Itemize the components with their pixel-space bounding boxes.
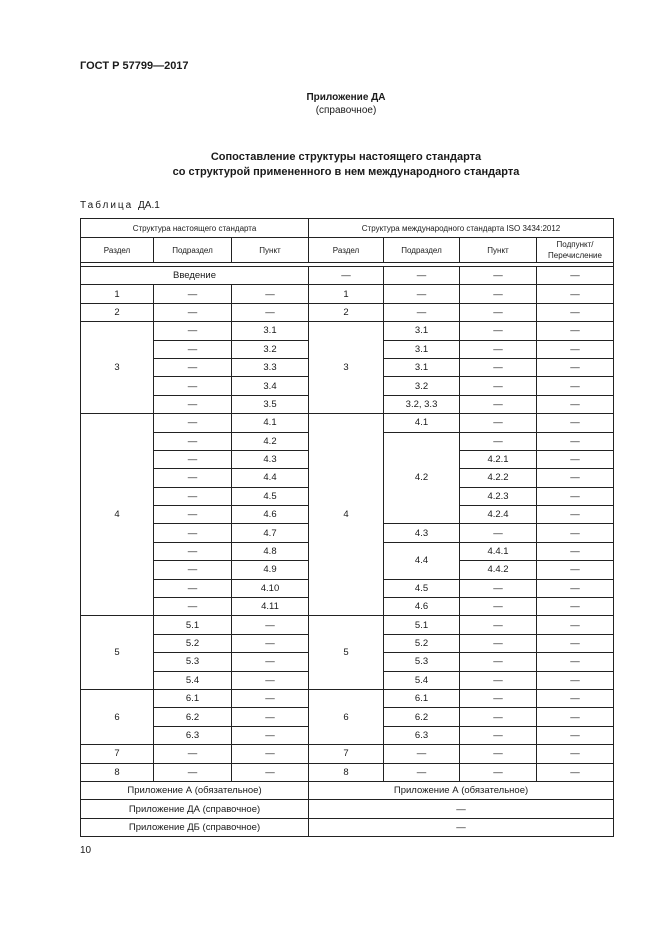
cell: — (460, 524, 537, 542)
document-code: ГОСТ Р 57799—2017 (80, 60, 189, 72)
cell: — (537, 708, 614, 726)
cell: 5 (309, 616, 384, 690)
cell: 6.3 (384, 726, 460, 744)
annex-title: Приложение ДА (306, 92, 386, 103)
cell: 6.1 (384, 689, 460, 707)
col-header: Раздел (309, 238, 384, 263)
cell: Приложение А (обязательное) (309, 781, 614, 799)
table-row (81, 781, 614, 799)
cell: 4.5 (232, 487, 309, 505)
cell: 4 (309, 414, 384, 616)
table-column-header-row (81, 238, 614, 263)
cell: 4.11 (232, 598, 309, 616)
cell: — (537, 487, 614, 505)
cell: 1 (309, 285, 384, 303)
cell: 5.2 (154, 634, 232, 652)
cell: — (154, 340, 232, 358)
cell: 8 (309, 763, 384, 781)
cell: — (154, 285, 232, 303)
cell: — (232, 671, 309, 689)
cell: — (154, 450, 232, 468)
table-caption (80, 200, 160, 211)
col-header: Раздел (81, 238, 154, 263)
cell: 4.2 (232, 432, 309, 450)
cell: — (460, 763, 537, 781)
cell: 3.1 (384, 322, 460, 340)
annex-subtitle: (справочное) (315, 105, 377, 116)
cell: — (537, 653, 614, 671)
cell: — (460, 267, 537, 285)
cell: — (154, 745, 232, 763)
cell: — (537, 689, 614, 707)
cell: 6 (81, 689, 154, 744)
cell: — (384, 267, 460, 285)
cell: 4.3 (232, 450, 309, 468)
cell: 4.2.3 (460, 487, 537, 505)
section-title-line1: Сопоставление структуры настоящего стандарта (210, 151, 482, 163)
cell: — (309, 818, 614, 836)
cell: — (232, 726, 309, 744)
cell: — (232, 285, 309, 303)
cell: — (154, 358, 232, 376)
cell: — (232, 708, 309, 726)
cell: 2 (81, 303, 154, 321)
cell: 3.1 (384, 340, 460, 358)
cell: — (537, 267, 614, 285)
table-row (81, 818, 614, 836)
cell: 5.3 (384, 653, 460, 671)
cell: 5 (81, 616, 154, 690)
table-row (81, 303, 614, 321)
cell: — (537, 524, 614, 542)
cell: — (537, 469, 614, 487)
cell: 7 (81, 745, 154, 763)
cell: — (154, 524, 232, 542)
cell: 5.3 (154, 653, 232, 671)
cell: 5.4 (154, 671, 232, 689)
cell: — (460, 432, 537, 450)
cell: 5.1 (154, 616, 232, 634)
table-header-row (81, 219, 614, 238)
cell: 4.1 (384, 414, 460, 432)
cell: — (384, 303, 460, 321)
table-row (81, 414, 614, 432)
table-row (81, 267, 614, 285)
cell: — (537, 506, 614, 524)
cell: — (154, 377, 232, 395)
header-international-standard: Структура международного стандарта ISO 3434:2012 (309, 219, 614, 238)
cell: — (460, 616, 537, 634)
col-header: Подраздел (384, 238, 460, 263)
cell: — (537, 634, 614, 652)
cell: — (537, 726, 614, 744)
cell: — (232, 634, 309, 652)
cell: — (154, 469, 232, 487)
col-header: Пункт (460, 238, 537, 263)
cell: — (537, 450, 614, 468)
cell: — (309, 267, 384, 285)
cell: — (309, 800, 614, 818)
cell: Приложение ДА (справочное) (81, 800, 309, 818)
cell: — (154, 303, 232, 321)
cell: — (537, 542, 614, 560)
cell: — (537, 414, 614, 432)
table-row (81, 763, 614, 781)
cell: — (460, 708, 537, 726)
cell: 1 (81, 285, 154, 303)
col-header: Пункт (232, 238, 309, 263)
cell: — (537, 322, 614, 340)
cell: — (537, 395, 614, 413)
table-caption-number: ДА.1 (138, 200, 160, 211)
cell: — (232, 303, 309, 321)
cell: 6 (309, 689, 384, 744)
cell: 3.5 (232, 395, 309, 413)
cell: — (460, 726, 537, 744)
cell: — (154, 414, 232, 432)
cell: 4.7 (232, 524, 309, 542)
cell: 8 (81, 763, 154, 781)
cell: 3 (309, 322, 384, 414)
cell: 4.8 (232, 542, 309, 560)
cell: — (384, 745, 460, 763)
cell: 6.2 (154, 708, 232, 726)
table-row (81, 745, 614, 763)
cell: — (460, 745, 537, 763)
cell: — (537, 303, 614, 321)
cell: Приложение ДБ (справочное) (81, 818, 309, 836)
cell: 4.3 (384, 524, 460, 542)
cell: 4.2 (384, 432, 460, 524)
cell: — (537, 340, 614, 358)
cell: 4 (81, 414, 154, 616)
cell: — (232, 616, 309, 634)
col-header: Подпункт/ Перечисление (537, 238, 614, 263)
cell: — (232, 653, 309, 671)
structure-comparison-table (80, 218, 614, 837)
cell: 4.6 (232, 506, 309, 524)
cell: — (154, 487, 232, 505)
cell: — (537, 616, 614, 634)
table-row (81, 800, 614, 818)
cell: 5.1 (384, 616, 460, 634)
cell: 4.6 (384, 598, 460, 616)
cell: — (154, 506, 232, 524)
page-number: 10 (80, 845, 92, 856)
cell: — (460, 340, 537, 358)
cell: — (537, 763, 614, 781)
cell: — (537, 745, 614, 763)
table-row (81, 322, 614, 340)
cell: — (232, 763, 309, 781)
cell: — (460, 377, 537, 395)
cell: 4.5 (384, 579, 460, 597)
cell: 3.2 (232, 340, 309, 358)
cell: 4.4 (384, 542, 460, 579)
header-this-standard: Структура настоящего стандарта (81, 219, 309, 238)
cell: — (154, 763, 232, 781)
cell: 4.2.1 (460, 450, 537, 468)
cell: — (460, 689, 537, 707)
cell: — (154, 579, 232, 597)
table-caption-word: Таблица (80, 200, 134, 211)
cell: 4.2.4 (460, 506, 537, 524)
cell: — (537, 377, 614, 395)
cell: — (384, 763, 460, 781)
cell: — (460, 579, 537, 597)
table-row (81, 285, 614, 303)
cell: — (154, 542, 232, 560)
cell: — (460, 285, 537, 303)
cell: 3.2 (384, 377, 460, 395)
cell: — (460, 322, 537, 340)
cell: — (537, 598, 614, 616)
cell: — (460, 358, 537, 376)
cell: Приложение А (обязательное) (81, 781, 309, 799)
cell: — (154, 598, 232, 616)
cell: — (460, 671, 537, 689)
cell: — (460, 653, 537, 671)
cell: 4.4.1 (460, 542, 537, 560)
cell: — (460, 598, 537, 616)
cell: — (154, 395, 232, 413)
cell: 4.10 (232, 579, 309, 597)
cell: 7 (309, 745, 384, 763)
cell: 3 (81, 322, 154, 414)
cell: 3.1 (232, 322, 309, 340)
cell: — (460, 395, 537, 413)
cell: 3.3 (232, 358, 309, 376)
table-row (81, 689, 614, 707)
cell: — (537, 561, 614, 579)
cell: — (537, 432, 614, 450)
cell: — (154, 561, 232, 579)
col-header: Подраздел (154, 238, 232, 263)
cell: 5.4 (384, 671, 460, 689)
cell: 4.4.2 (460, 561, 537, 579)
cell: — (537, 285, 614, 303)
cell: — (460, 634, 537, 652)
cell: — (537, 671, 614, 689)
cell: — (537, 358, 614, 376)
cell: — (460, 414, 537, 432)
cell: — (460, 303, 537, 321)
cell: Введение (81, 267, 309, 285)
cell: — (232, 745, 309, 763)
cell: 4.9 (232, 561, 309, 579)
cell: 6.3 (154, 726, 232, 744)
cell: — (537, 579, 614, 597)
cell: — (384, 285, 460, 303)
table-row (81, 616, 614, 634)
cell: — (154, 322, 232, 340)
cell: 2 (309, 303, 384, 321)
cell: 3.2, 3.3 (384, 395, 460, 413)
cell: 4.2.2 (460, 469, 537, 487)
cell: 6.2 (384, 708, 460, 726)
cell: 3.4 (232, 377, 309, 395)
cell: 4.4 (232, 469, 309, 487)
cell: — (232, 689, 309, 707)
cell: — (154, 432, 232, 450)
cell: 3.1 (384, 358, 460, 376)
cell: 5.2 (384, 634, 460, 652)
section-title (0, 150, 661, 180)
section-title-line2: со структурой примененного в нем международного стандарта (172, 166, 520, 178)
cell: 6.1 (154, 689, 232, 707)
cell: 4.1 (232, 414, 309, 432)
